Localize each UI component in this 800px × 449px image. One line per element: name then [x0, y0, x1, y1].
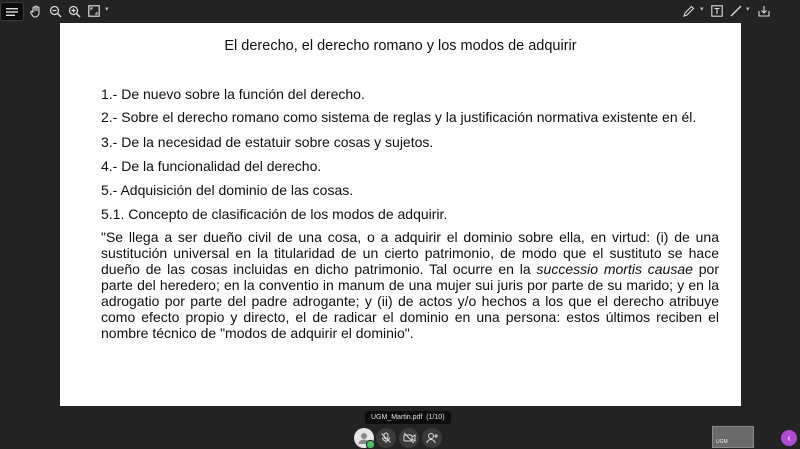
hand-tool-button[interactable]	[29, 3, 43, 19]
list-item: 4.- De la funcionalidad del derecho.	[101, 157, 322, 174]
zoom-in-button[interactable]	[67, 3, 81, 19]
quote-paragraph	[101, 229, 719, 341]
camera-off-icon	[403, 432, 416, 444]
quote-text-start: "Se llega a ser dueño civil de una cosa, o a adquirir el dominio sobre ella, en virtud: (i) de una sustitución universal en la titularidad de un cierto patrimonio, de modo que el sustituto se hace dueño de las cosas incluidas en dicho patrimonio. Tal ocurre en la	[101, 228, 719, 277]
mute-mic-button[interactable]	[376, 428, 396, 448]
file-name: UGM_Martin.pdf	[371, 414, 423, 421]
thumbnail-label: UGM	[716, 439, 728, 445]
fit-page-icon	[88, 5, 100, 17]
page-title: El derecho, el derecho romano y los modos de adquirir	[224, 38, 577, 54]
quote-italic-term: successio mortis causae	[536, 260, 693, 277]
line-options-chevron-icon[interactable]: ▾	[746, 6, 750, 13]
list-item: 3.- De la necesidad de estatuir sobre cosas y sujetos.	[101, 133, 434, 150]
menu-icon	[6, 7, 18, 17]
list-item: 2.- Sobre el derecho romano como sistema de reglas y la justificación normativa existente en él.	[101, 109, 697, 125]
mic-muted-icon	[380, 432, 392, 444]
chevron-left-icon: ‹	[787, 432, 791, 444]
video-thumbnail[interactable]	[712, 426, 754, 448]
online-status-icon	[366, 440, 375, 449]
text-box-icon	[711, 5, 723, 17]
camera-off-button[interactable]	[399, 428, 419, 448]
participants-button[interactable]	[422, 428, 442, 448]
pen-tool-button[interactable]	[682, 3, 696, 19]
line-icon	[730, 5, 742, 17]
list-item: 1.- De nuevo sobre la función del derecho.	[101, 86, 365, 102]
zoom-in-icon	[68, 5, 81, 18]
fit-options-chevron-icon[interactable]: ▾	[105, 6, 109, 13]
zoom-out-icon	[49, 5, 62, 18]
collapse-panel-button[interactable]	[781, 430, 797, 446]
pen-options-chevron-icon[interactable]: ▾	[700, 6, 704, 13]
list-item: 5.- Adquisición del dominio de las cosas.	[101, 181, 354, 198]
viewer-toolbar	[0, 0, 800, 22]
add-user-icon	[426, 432, 439, 444]
document-body	[101, 86, 719, 341]
page-indicator: (1/10)	[426, 414, 445, 421]
user-avatar[interactable]	[354, 428, 374, 448]
document-page	[60, 23, 741, 406]
export-icon	[758, 5, 770, 17]
text-box-button[interactable]	[710, 3, 724, 19]
export-button[interactable]	[757, 3, 771, 19]
pen-icon	[683, 5, 695, 17]
fit-page-button[interactable]	[87, 3, 101, 19]
line-tool-button[interactable]	[729, 3, 743, 19]
quote-text-end: por parte del heredero; en la conventio in manum de una mujer sui juris por parte de su marido; y en la adrogatio por parte del padre adrogante; y (ii) de actos y/o hechos a los que el derecho atribuye como efecto propio y directo, el de radicar el dominio en una persona: estos últimos reciben el nombre técnico de "modos de adquirir el dominio".	[101, 260, 719, 341]
document-status	[365, 411, 451, 424]
list-item: 5.1. Concepto de clasificación de los modos de adquirir.	[101, 205, 448, 222]
hand-icon	[30, 5, 42, 18]
menu-button[interactable]	[0, 2, 24, 21]
zoom-out-button[interactable]	[48, 3, 62, 19]
